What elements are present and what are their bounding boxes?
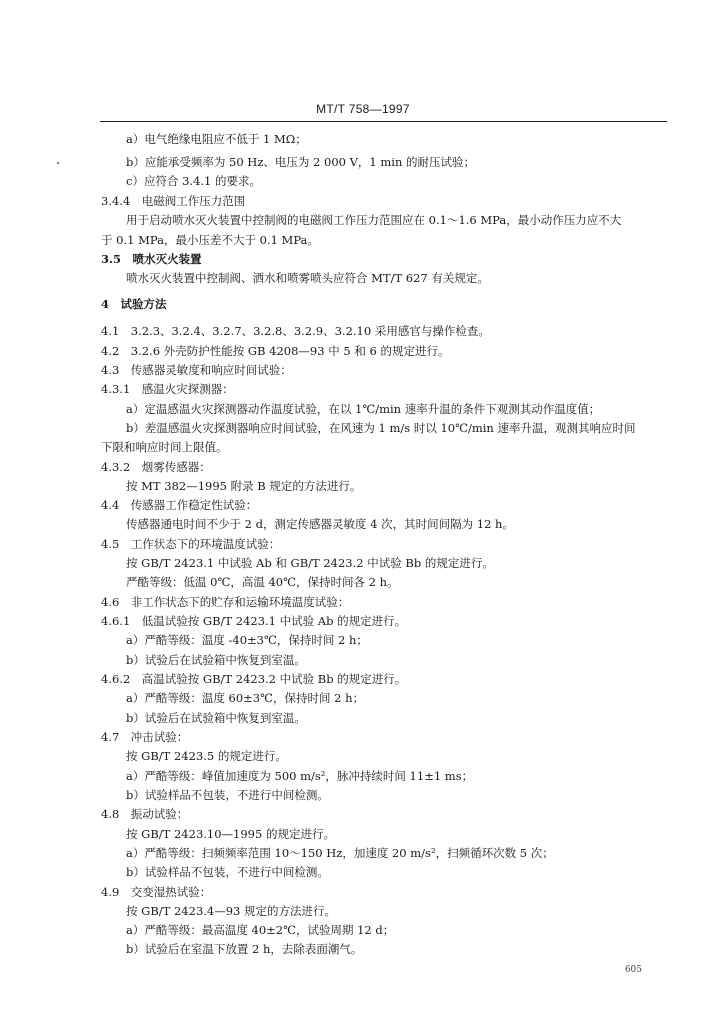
text-line: 按 GB/T 2423.10—1995 的规定进行。 [126, 827, 335, 841]
section-heading: 4.6.2 高温试验按 GB/T 2423.2 中试验 Bb 的规定进行。 [101, 672, 407, 686]
header-rule [100, 121, 667, 122]
text-line: 下限和响应时间上限值。 [101, 440, 228, 454]
section-heading: 3.4.4 电磁阀工作压力范围 [101, 194, 246, 208]
section-heading: 3.5 喷水灭火装置 [101, 252, 202, 266]
text-line: 用于启动喷水灭火装置中控制阀的电磁阀工作压力范围应在 0.1～1.6 MPa，最小动作压力应不大 [126, 213, 622, 227]
text-line: b）试验后在试验箱中恢复到室温。 [126, 653, 306, 667]
section-heading: 4.3.2 烟雾传感器： [101, 460, 211, 474]
section-heading: 4.1 3.2.3、3.2.4、3.2.7、3.2.8、3.2.9、3.2.10 采用感官与操作检查。 [101, 324, 490, 338]
text-line: b）试验后在室温下放置 2 h，去除表面潮气。 [126, 942, 363, 956]
margin-speck [57, 162, 59, 164]
text-line: 于 0.1 MPa，最小压差不大于 0.1 MPa。 [101, 233, 319, 247]
text-line: c）应符合 3.4.1 的要求。 [126, 174, 262, 188]
chapter-heading: 4 试验方法 [101, 297, 167, 311]
text-line: b）应能承受频率为 50 Hz、电压为 2 000 V，1 min 的耐压试验； [126, 155, 476, 169]
text-line: b）试验样品不包装，不进行中间检测。 [126, 865, 329, 879]
section-heading: 4.3.1 感温火灾探测器： [101, 382, 234, 396]
text-line: b）试验后在试验箱中恢复到室温。 [126, 711, 306, 725]
text-line: 按 GB/T 2423.5 的规定进行。 [126, 749, 287, 763]
text-line: 按 GB/T 2423.1 中试验 Ab 和 GB/T 2423.2 中试验 Bb 的规定进行。 [126, 556, 494, 570]
text-line: 喷水灭火装置中控制阀、洒水和喷雾喷头应符合 MT/T 627 有关规定。 [126, 271, 489, 285]
page-number: 605 [624, 965, 642, 975]
text-line: a）严酷等级：最高温度 40±2℃，试验周期 12 d； [126, 923, 395, 937]
text-line: 按 MT 382—1995 附录 B 规定的方法进行。 [126, 479, 362, 493]
text-line: 按 GB/T 2423.4—93 规定的方法进行。 [126, 904, 337, 918]
text-line: b）试验样品不包装，不进行中间检测。 [126, 788, 329, 802]
section-heading: 4.6 非工作状态下的贮存和运输环境温度试验： [101, 595, 350, 609]
text-line: a）定温感温火灾探测器动作温度试验，在以 1℃/min 速率升温的条件下观测其动作温度值； [126, 402, 601, 416]
text-line: 传感器通电时间不少于 2 d，测定传感器灵敏度 4 次，其时间间隔为 12 h。 [126, 517, 514, 531]
section-heading: 4.3 传感器灵敏度和响应时间试验： [101, 363, 292, 377]
section-heading: 4.8 振动试验： [101, 807, 189, 821]
section-heading: 4.2 3.2.6 外壳防护性能按 GB 4208—93 中 5 和 6 的规定进行。 [101, 344, 450, 358]
page-header: MT/T 758—1997 [316, 102, 410, 116]
section-heading: 4.6.1 低温试验按 GB/T 2423.1 中试验 Ab 的规定进行。 [101, 614, 407, 628]
text-line: a）严酷等级：扫频频率范围 10～150 Hz，加速度 20 m/s²，扫频循环次数 5 次； [126, 846, 554, 860]
text-line: a）严酷等级：峰值加速度为 500 m/s²，脉冲持续时间 11±1 ms； [126, 769, 474, 783]
text-line: b）差温感温火灾探测器响应时间试验，在风速为 1 m/s 时以 10℃/min 速率升温，观测其响应时间 [126, 421, 636, 435]
text-line: 严酷等级：低温 0℃，高温 40℃，保持时间各 2 h。 [126, 575, 399, 589]
text-line: a）电气绝缘电阻应不低于 1 MΩ； [126, 132, 307, 146]
section-heading: 4.7 冲击试验： [101, 730, 189, 744]
section-heading: 4.4 传感器工作稳定性试验： [101, 498, 258, 512]
section-heading: 4.5 工作状态下的环境温度试验： [101, 537, 281, 551]
text-line: a）严酷等级：温度 -40±3℃，保持时间 2 h； [126, 633, 368, 647]
section-heading: 4.9 交变湿热试验： [101, 885, 212, 899]
text-line: a）严酷等级：温度 60±3℃，保持时间 2 h； [126, 691, 364, 705]
